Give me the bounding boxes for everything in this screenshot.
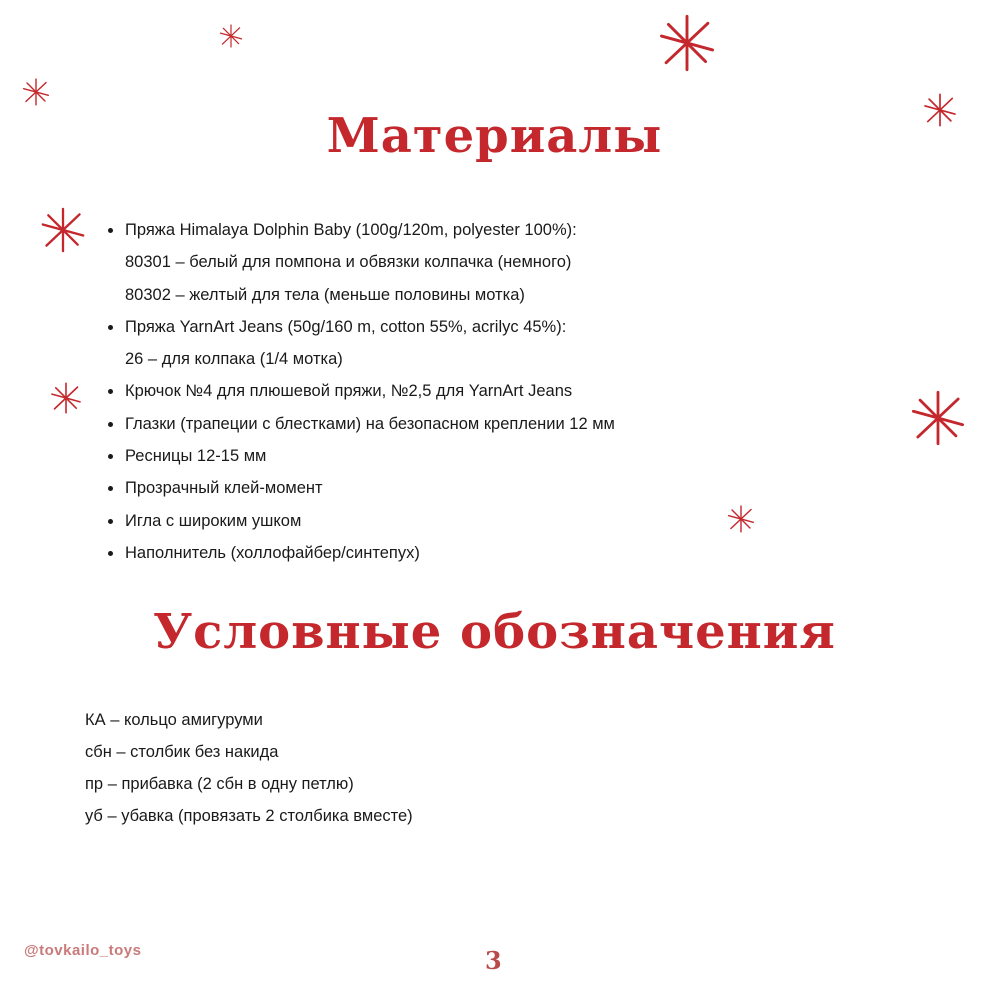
snowflake-icon [22,78,50,106]
snowflake-icon [727,505,755,533]
list-item: Наполнитель (холлофайбер/синтепух) [108,537,615,569]
list-item: Прозрачный клей-момент [108,472,615,504]
snowflake-icon [50,382,82,414]
author-handle: @tovkailo_toys [24,942,142,959]
list-item: Крючок №4 для плюшевой пряжи, №2,5 для YarnArt Jeans [108,375,615,407]
abbreviation-item: сбн – столбик без накида [85,743,279,761]
snowflake-icon [40,207,86,253]
materials-title: Материалы [326,108,663,164]
snowflake-icon [910,390,966,446]
list-item-sub: 80301 – белый для помпона и обвязки колпачка (немного) [125,253,572,272]
abbreviations-list [85,704,413,832]
snowflake-icon [658,14,716,72]
list-item: Игла с широким ушком [108,505,615,537]
abbreviation-item: пр – прибавка (2 сбн в одну петлю) [85,775,354,793]
abbreviation-item: уб – убавка (провязать 2 столбика вместе) [85,807,413,825]
list-item: Глазки (трапеции с блестками) на безопасном креплении 12 мм [108,408,615,440]
list-item-sub: 80302 – желтый для тела (меньше половины мотка) [125,285,525,304]
list-item: Пряжа YarnArt Jeans (50g/160 m, cotton 55%, acrilyc 45%): [108,311,615,343]
list-item: Пряжа Himalaya Dolphin Baby (100g/120m, polyester 100%): [108,214,615,246]
page-number: 3 [485,946,502,975]
materials-list [108,214,615,569]
list-item-sub: 26 – для колпака (1/4 мотка) [125,350,343,369]
legend-title: Условные обозначения [153,604,836,660]
list-item: Ресницы 12-15 мм [108,440,615,472]
abbreviation-item: КА – кольцо амигуруми [85,711,263,729]
snowflake-icon [219,24,243,48]
